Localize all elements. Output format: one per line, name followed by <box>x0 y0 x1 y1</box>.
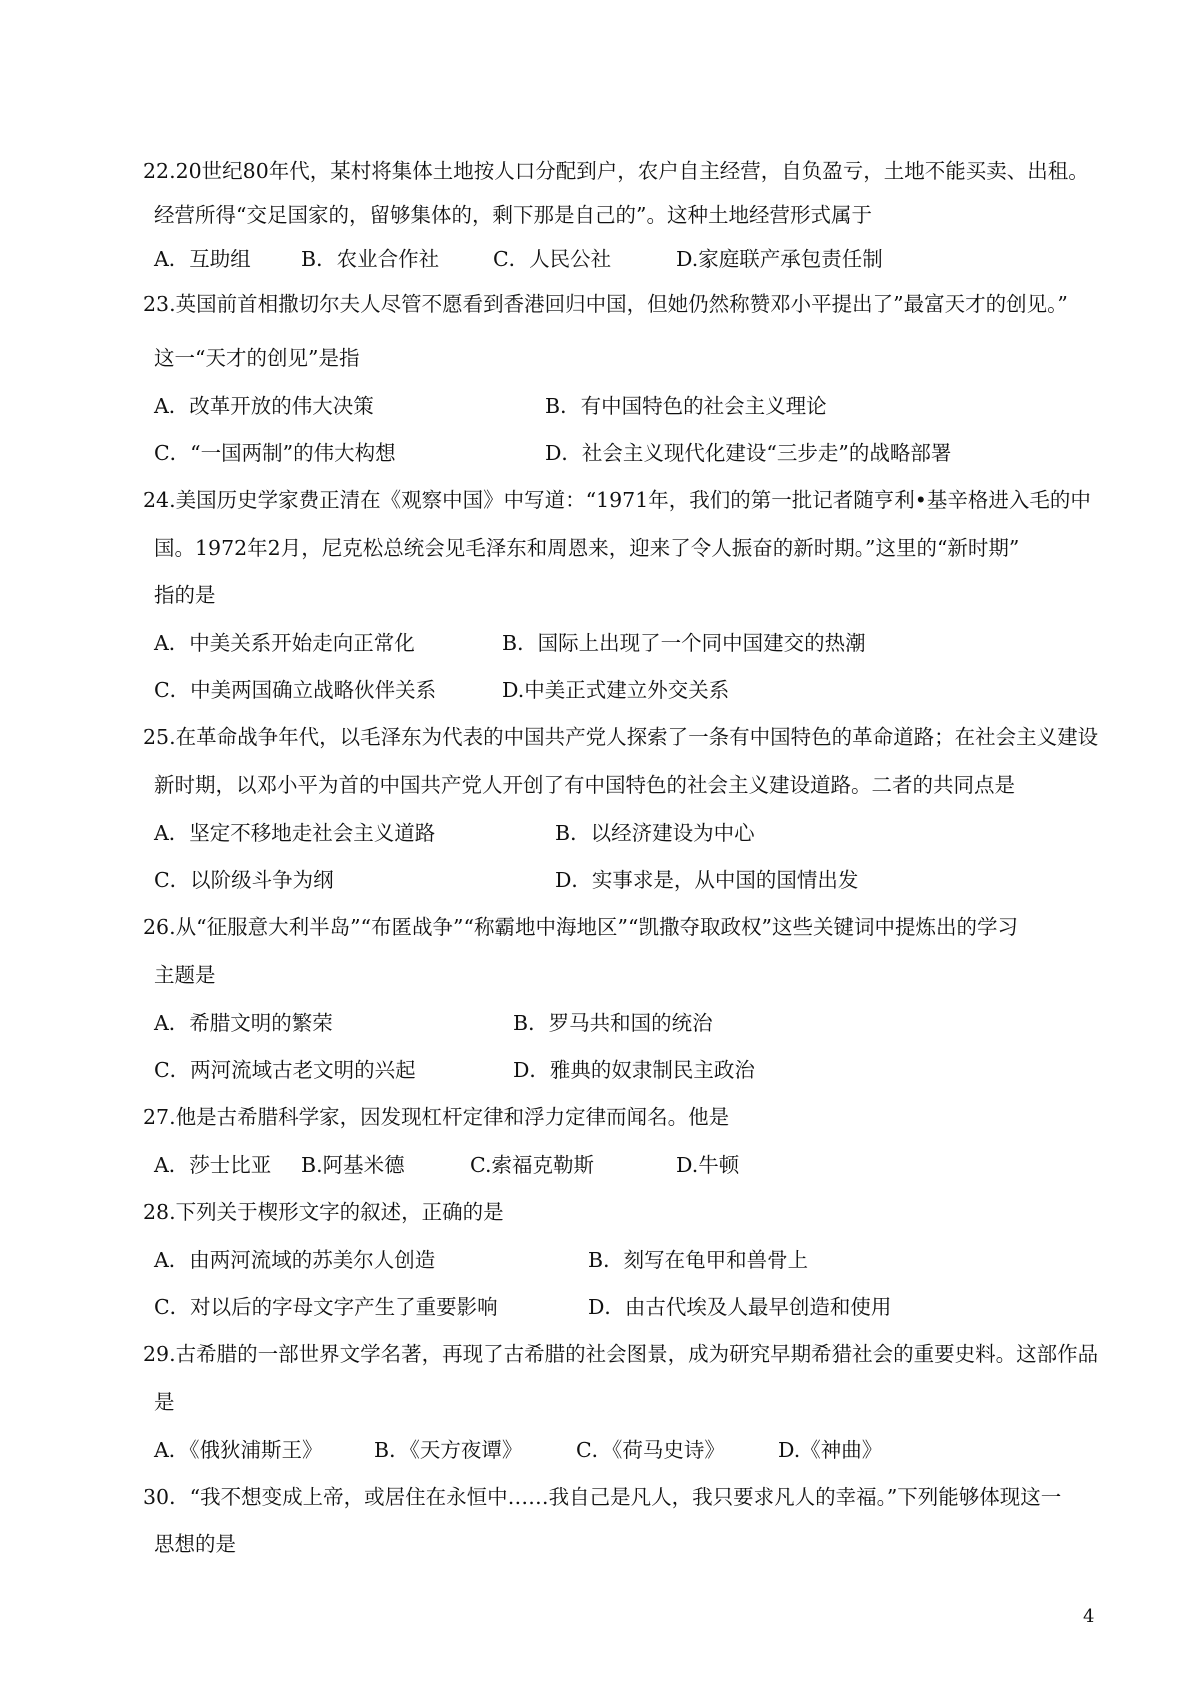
question-stem-line: 指的是 <box>154 583 216 607</box>
question-stem-line: 28.下列关于楔形文字的叙述，正确的是 <box>143 1200 504 1224</box>
question-stem-line: 国。1972年2月，尼克松总统会见毛泽东和周恩来，迎来了令人振奋的新时期。”这里的“新时期” <box>154 536 1020 560</box>
option-b: B．罗马共和国的统治 <box>513 1011 713 1035</box>
question-stem-line: 新时期，以邓小平为首的中国共产党人开创了有中国特色的社会主义建设道路。二者的共同点是 <box>154 773 1015 797</box>
option-b: B．刻写在龟甲和兽骨上 <box>588 1248 809 1272</box>
option-d: D．实事求是，从中国的国情出发 <box>555 868 859 892</box>
option-a: A．改革开放的伟大决策 <box>154 394 374 418</box>
option-c: C．中美两国确立战略伙伴关系 <box>154 678 437 702</box>
question-stem-line: 27.他是古希腊科学家，因发现杠杆定律和浮力定律而闻名。他是 <box>143 1105 730 1129</box>
question-stem-line: 26.从“征服意大利半岛”“布匿战争”“称霸地中海地区”“凯撒夺取政权”这些关键词中提炼出的学习 <box>143 915 1018 939</box>
option-b: B．《天方夜谭》 <box>374 1438 523 1462</box>
option-a: A．莎士比亚 <box>154 1153 272 1177</box>
question-stem-line: 是 <box>154 1390 175 1414</box>
option-d: D.家庭联产承包责任制 <box>676 247 883 271</box>
question-stem-line: 24.美国历史学家费正清在《观察中国》中写道：“1971年，我们的第一批记者随亨利•基辛格进入毛的中 <box>143 488 1091 512</box>
option-c: C．以阶级斗争为纲 <box>154 868 334 892</box>
option-d: D.《神曲》 <box>778 1438 883 1462</box>
option-a: A．互助组 <box>154 247 251 271</box>
question-stem-line: 25.在革命战争年代，以毛泽东为代表的中国共产党人探索了一条有中国特色的革命道路；在社会主义建设 <box>143 725 1099 749</box>
option-c: C.索福克勒斯 <box>470 1153 594 1177</box>
option-a: A．由两河流域的苏美尔人创造 <box>154 1248 436 1272</box>
page-number: 4 <box>1083 1606 1095 1627</box>
option-d: D．由古代埃及人最早创造和使用 <box>588 1295 892 1319</box>
option-c: C．“一国两制”的伟大构想 <box>154 441 396 465</box>
option-d: D．社会主义现代化建设“三步走”的战略部署 <box>545 441 952 465</box>
question-stem-line: 23.英国前首相撒切尔夫人尽管不愿看到香港回归中国，但她仍然称赞邓小平提出了”最富天才的创见。” <box>143 292 1068 316</box>
option-c: C．两河流域古老文明的兴起 <box>154 1058 416 1082</box>
option-a: A．希腊文明的繁荣 <box>154 1011 333 1035</box>
question-stem-line: 22.20世纪80年代，某村将集体土地按人口分配到户，农户自主经营，自负盈亏，土地不能买卖、出租。 <box>143 159 1089 183</box>
option-b: B．国际上出现了一个同中国建交的热潮 <box>502 631 866 655</box>
option-c: C．人民公社 <box>493 247 612 271</box>
option-c: C．对以后的字母文字产生了重要影响 <box>154 1295 498 1319</box>
option-d: D．雅典的奴隶制民主政治 <box>513 1058 755 1082</box>
option-b: B.阿基米德 <box>301 1153 405 1177</box>
option-d: D.中美正式建立外交关系 <box>502 678 730 702</box>
option-a: A．坚定不移地走社会主义道路 <box>154 821 436 845</box>
question-stem-line: 这一“天才的创见”是指 <box>154 346 360 370</box>
question-stem-line: 思想的是 <box>154 1532 236 1556</box>
option-d: D.牛顿 <box>676 1153 740 1177</box>
option-b: B．农业合作社 <box>301 247 440 271</box>
question-stem-line: 主题是 <box>154 963 216 987</box>
option-a: A．中美关系开始走向正常化 <box>154 631 415 655</box>
option-a: A．《俄狄浦斯王》 <box>154 1438 323 1462</box>
option-b: B．以经济建设为中心 <box>555 821 755 845</box>
option-c: C．《荷马史诗》 <box>576 1438 725 1462</box>
option-b: B．有中国特色的社会主义理论 <box>545 394 827 418</box>
question-stem-line: 29.古希腊的一部世界文学名著，再现了古希腊的社会图景，成为研究早期希猎社会的重要史料。这部作品 <box>143 1342 1099 1366</box>
question-stem-line: 30．“我不想变成上帝，或居住在永恒中……我自己是凡人，我只要求凡人的幸福。”下列能够体现这一 <box>143 1485 1062 1509</box>
question-stem-line: 经营所得“交足国家的，留够集体的，剩下那是自己的”。这种土地经营形式属于 <box>154 203 872 227</box>
